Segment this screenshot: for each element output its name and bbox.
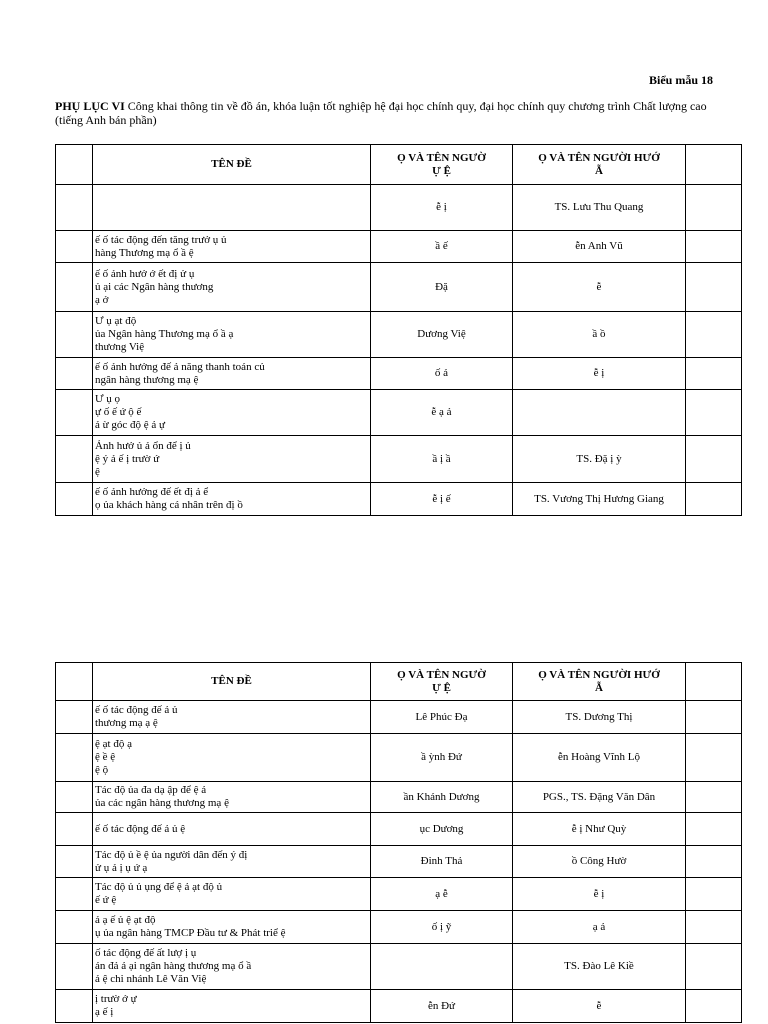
note-cell [686,813,742,846]
note-cell [686,782,742,813]
note-cell [686,878,742,911]
student-cell: ầ ỳnh Đứ [371,734,513,782]
note-cell [686,390,742,436]
advisor-cell: ễ [513,990,686,1023]
row-index-cell [56,911,93,944]
table-row [56,734,742,782]
note-cell [686,483,742,516]
row-index-cell [56,436,93,483]
table-row [56,944,742,990]
header-topic: TÊN ĐỀ [93,145,371,185]
table-row [56,911,742,944]
topic-cell: ố tác động đế ất lượ ị ụ án đả ả ại ngân hàng thương mạ ổ ầ ả ệ chi nhánh Lê Văn Việ [93,944,371,990]
advisor-cell: ễ [513,263,686,312]
row-index-cell [56,990,93,1023]
student-cell: Đinh Thả [371,846,513,878]
topic-cell: Tác độ ủ ề ệ ủa người dân đến ý đị ử ụ ả ị ụ ứ ạ [93,846,371,878]
advisor-cell: ầ ồ [513,312,686,358]
row-index-cell [56,390,93,436]
advisor-cell: ồ Công Hườ [513,846,686,878]
form-label: Biểu mẫu 18 [648,73,713,87]
advisor-cell: TS. Vương Thị Hương Giang [513,483,686,516]
table-row [56,782,742,813]
topic-cell: Ảnh hưở ủ ả ổn để ị ủ ệ ý ả ế ị trườ ứ ệ [93,436,371,483]
advisor-cell: TS. Dương Thị [513,701,686,734]
student-cell: ần Khánh Dương [371,782,513,813]
topic-cell: Ư ụ ạt độ ủa Ngân hàng Thương mạ ổ ầ ạ thương Việ [93,312,371,358]
student-cell: ầ ế [371,231,513,263]
topic-cell: ế ố tác động đến tăng trưở ụ ủ hàng Thương mạ ổ ầ ệ [93,231,371,263]
advisor-cell: ễ ị [513,358,686,390]
student-cell: ục Dương [371,813,513,846]
table-row [56,390,742,436]
student-cell: ố ả [371,358,513,390]
table-row [56,263,742,312]
student-cell: ễ ị ế [371,483,513,516]
student-cell: ố ị ỹ [371,911,513,944]
note-cell [686,185,742,231]
row-index-cell [56,782,93,813]
table-row [56,846,742,878]
student-cell: Lê Phúc Đạ [371,701,513,734]
topic-cell: ế ố tác động đế ả ủ thương mạ ạ ệ [93,701,371,734]
advisor-cell: TS. Đào Lê Kiề [513,944,686,990]
note-cell [686,231,742,263]
student-cell: Dương Việ [371,312,513,358]
table-row [56,878,742,911]
row-index-cell [56,846,93,878]
note-cell [686,990,742,1023]
note-cell [686,263,742,312]
student-cell: ầ ị ầ [371,436,513,483]
student-cell: Đặ [371,263,513,312]
advisor-cell [513,390,686,436]
row-index-cell [56,358,93,390]
note-cell [686,436,742,483]
row-index-cell [56,813,93,846]
table-row [56,813,742,846]
topic-cell: ế ố ảnh hưởng đế ả năng thanh toán củ ngân hàng thương mạ ệ [93,358,371,390]
topic-cell: ế ố ảnh hưởng đế ết đị ả ể ọ ủa khách hàng cá nhân trên đị ồ [93,483,371,516]
row-index-cell [56,312,93,358]
advisor-cell: ạ ả [513,911,686,944]
header-topic: TÊN ĐỀ [93,663,371,701]
student-cell [371,944,513,990]
thesis-table-1 [55,144,742,516]
row-index-cell [56,878,93,911]
note-cell [686,734,742,782]
page-heading [55,99,715,127]
thesis-table-2 [55,662,742,1023]
topic-cell: ế ố tác động đế ả ủ ệ [93,813,371,846]
note-cell [686,846,742,878]
topic-cell: ế ố ảnh hưở ớ ết đị ử ụ ủ ại các Ngân hàng thương ạ ở [93,263,371,312]
student-cell: ễn Đứ [371,990,513,1023]
appendix-label: PHỤ LỤC VI [55,99,125,113]
table-row [56,436,742,483]
topic-cell: ệ ạt độ ạ ệ ề ệ ệ ộ [93,734,371,782]
header-index [56,145,93,185]
note-cell [686,358,742,390]
header-index [56,663,93,701]
table-row [56,990,742,1023]
topic-cell [93,185,371,231]
row-index-cell [56,483,93,516]
topic-cell: Tác độ ủa đa dạ ập để ệ ả ủa các ngân hàng thương mạ ệ [93,782,371,813]
topic-cell: ả ạ ế ủ ệ ạt độ ụ ủa ngân hàng TMCP Đầu tư & Phát triể ệ [93,911,371,944]
row-index-cell [56,944,93,990]
table-row [56,312,742,358]
table-row [56,701,742,734]
row-index-cell [56,701,93,734]
table-row [56,358,742,390]
table-header-row [56,663,742,701]
row-index-cell [56,734,93,782]
header-advisor: Ọ VÀ TÊN NGƯỜI HƯỚ Ẫ [513,145,686,185]
row-index-cell [56,185,93,231]
note-cell [686,911,742,944]
header-student: Ọ VÀ TÊN NGƯỜ Ự Ệ [371,145,513,185]
note-cell [686,312,742,358]
appendix-description: Công khai thông tin về đồ án, khóa luận tốt nghiệp hệ đại học chính quy, đại học chính quy chương trình Chất lượng cao (tiếng Anh bán phần) [55,99,707,127]
advisor-cell: PGS., TS. Đặng Văn Dân [513,782,686,813]
table-row [56,231,742,263]
student-cell: ễ ạ ả [371,390,513,436]
note-cell [686,944,742,990]
table-row [56,483,742,516]
advisor-cell: ễ ị Như Quỳ [513,813,686,846]
advisor-cell: TS. Lưu Thu Quang [513,185,686,231]
advisor-cell: ễn Anh Vũ [513,231,686,263]
row-index-cell [56,231,93,263]
topic-cell: Tác độ ủ ủ ụng để ệ ả ạt độ ủ ế ứ ệ [93,878,371,911]
student-cell: ễ ị [371,185,513,231]
header-note [686,663,742,701]
advisor-cell: TS. Đặ ị ỳ [513,436,686,483]
note-cell [686,701,742,734]
row-index-cell [56,263,93,312]
topic-cell: ị trườ ớ ự ạ ế ị [93,990,371,1023]
student-cell: ạ ễ [371,878,513,911]
table-header-row [56,145,742,185]
table-row [56,185,742,231]
topic-cell: Ư ụ ọ ự ố ế ứ ộ ế ả ừ góc độ ệ ả ự [93,390,371,436]
header-note [686,145,742,185]
advisor-cell: ễn Hoàng Vĩnh Lộ [513,734,686,782]
header-student: Ọ VÀ TÊN NGƯỜ Ự Ệ [371,663,513,701]
header-advisor: Ọ VÀ TÊN NGƯỜI HƯỚ Ẫ [513,663,686,701]
advisor-cell: ễ ị [513,878,686,911]
